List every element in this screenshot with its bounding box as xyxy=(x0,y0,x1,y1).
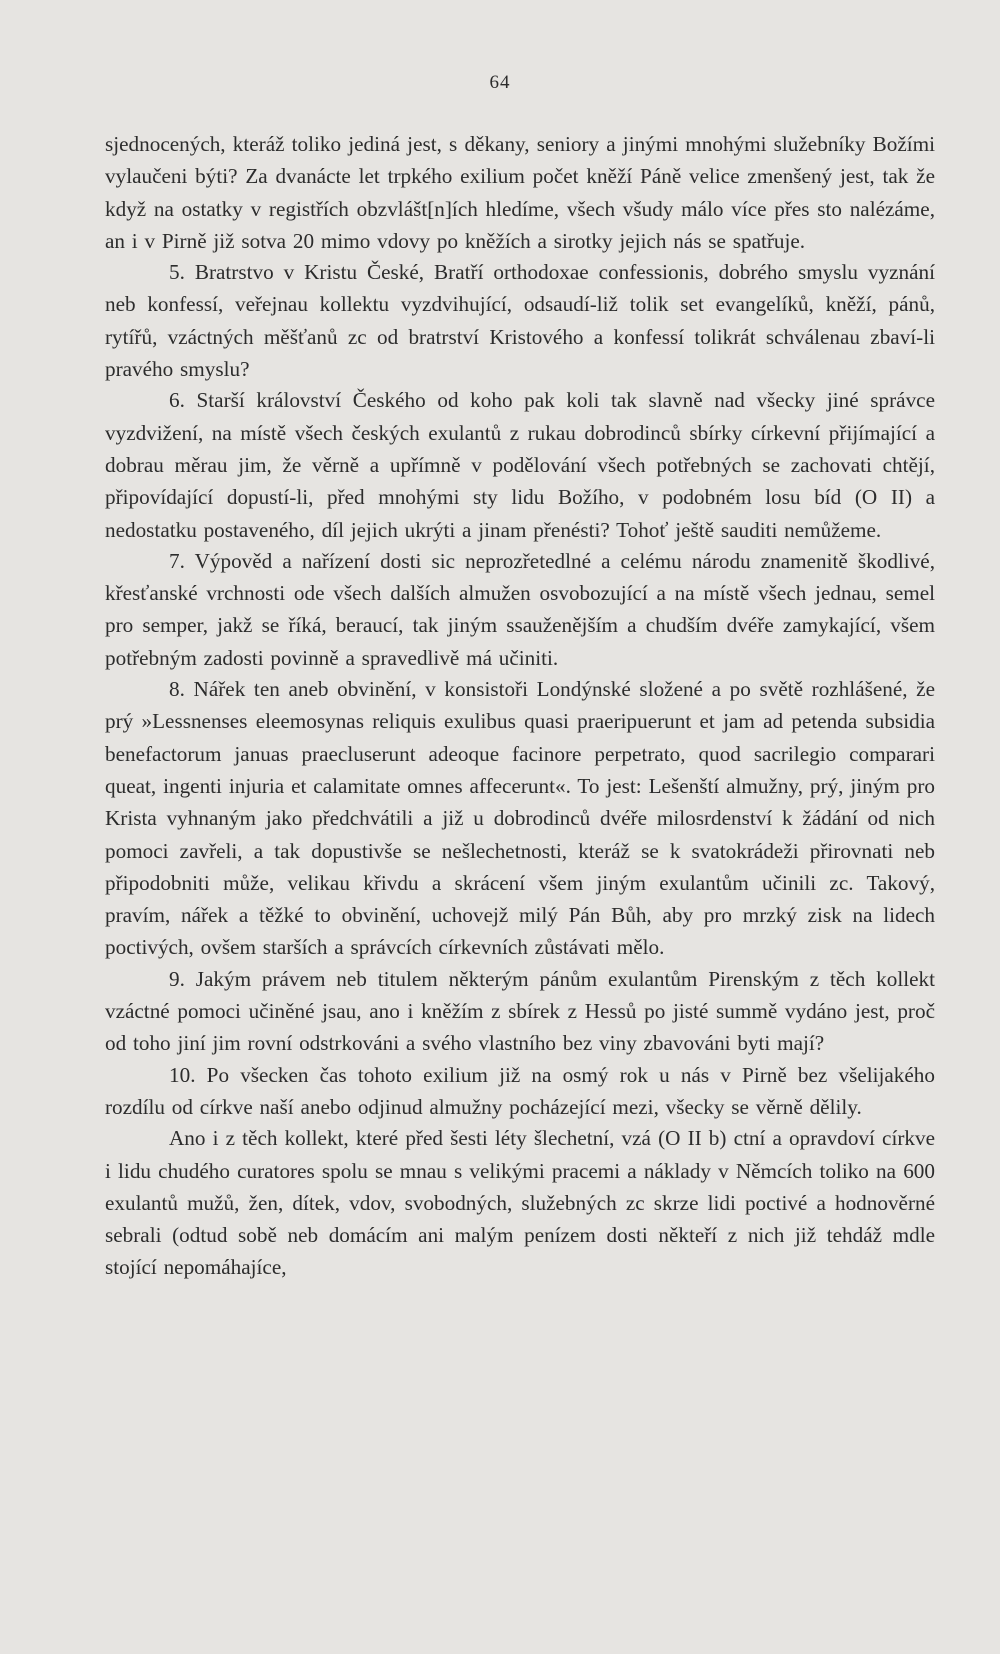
paragraph-7: 7. Výpověd a nařízení dosti sic neprozřetedlné a celému národu znamenitě škodlivé, křesťanské vrchnosti ode všech dalších almužen osvobozující a na místě všech jednau, semel pro semper, jakž se říká, beraucí, tak jiným ssauženějším a chudším dvéře zamykající, všem potřebným zadosti povinně a spravedlivě má učiniti. xyxy=(105,548,935,670)
page-number: 64 xyxy=(489,72,511,93)
paragraph-9: 9. Jakým právem neb titulem některým pánům exulantům Pirenským z těch kollekt vzáctné pomoci učiněné jsau, ano i kněžím z sbírek z Hessů po jisté summě vydáno jest, proč od toho jiní jim rovní odstrkováni a svého vlastního bez viny zbavováni byti mají? xyxy=(105,966,935,1056)
paragraph-5: 5. Bratrstvo v Kristu České, Bratří orthodoxae confessionis, dobrého smyslu vyznání neb konfessí, veřejnau kollektu vyzdvihující, odsaudí-liž tolik set evangelíků, kněží, pánů, rytířů, vzáctných měšťanů zc od bratrství Kristového a konfessí tolikrát schválenau zbaví-li pravého smyslu? xyxy=(105,260,935,382)
body-text xyxy=(105,128,935,1283)
paragraph-final: Ano i z těch kollekt, které před šesti léty šlechetní, vzá (O II b) ctní a opravdoví církve i lidu chudého curatores spolu se mnau s velikými pracemi a náklady v Němcích toliko na 600 exulantů mužů, žen, dítek, vdov, svobodných, služebných zc skrze lidi poctivé a hodnověrné sebrali (odtud sobě neb domácím ani malým penízem dosti někteří z nich již tehdáž mdle stojící nepomáhajíce, xyxy=(105,1126,935,1280)
paragraph-6: 6. Starší království Českého od koho pak koli tak slavně nad všecky jiné správce vyzdvižení, na místě všech českých exulantů z rukau dobrodinců sbírky církevní přijímající a dobrau měrau jim, že věrně a upřímně v podělování všech potřebných se zachovati chtějí, připovídající dopustí-li, před mnohými sty lidu Božího, v podobném losu bíd (O II) a nedostatku postaveného, díl jejich ukrýti a jinam přenésti? Tohoť ještě sauditi nemůžeme. xyxy=(105,388,935,542)
paragraph-continuation: sjednocených, kteráž toliko jediná jest, s děkany, seniory a jinými mnohými služebníky Božími vylaučeni býti? Za dvanácte let trpkého exilium počet kněží Páně velice zmenšený jest, tak že když na ostatky v registřích obzvlášt[n]ích hledíme, všech všudy málo více přes sto nalézáme, an i v Pirně již sotva 20 mimo vdovy po kněžích a sirotky jejich nás se spatřuje. xyxy=(105,132,935,253)
paragraph-10: 10. Po všecken čas tohoto exilium již na osmý rok u nás v Pirně bez všelijakého rozdílu od církve naší anebo odjinud almužny pocházející mezi, všecky se věrně dělily. xyxy=(105,1062,935,1119)
paragraph-8: 8. Nářek ten aneb obvinění, v konsistoři Londýnské složené a po světě rozhlášené, že prý »Lessnenses eleemosynas reliquis exulibus quasi praeripuerunt et jam ad petenda subsidia benefactorum januas praecluserunt adeoque facinore perpetrato, quod sacrilegio comparari queat, ingenti injuria et calamitate omnes affecerunt«. To jest: Lešenští almužny, prý, jiným pro Krista vyhnaným jako předchvátili a již u dobrodinců dvéře milosrdenství k žádání od nich pomoci zavřeli, a tak dopustivše se nešlechetnosti, kteráž se k svatokrádeži přirovnati neb připodobniti může, velikau křivdu a skrácení všem jiným exulantům učinili zc. Takový, pravím, nářek a těžké to obvinění, uchovejž milý Pán Bůh, aby pro mrzký zisk na lidech poctivých, ovšem starších a správcích církevních zůstávati mělo. xyxy=(105,677,935,960)
